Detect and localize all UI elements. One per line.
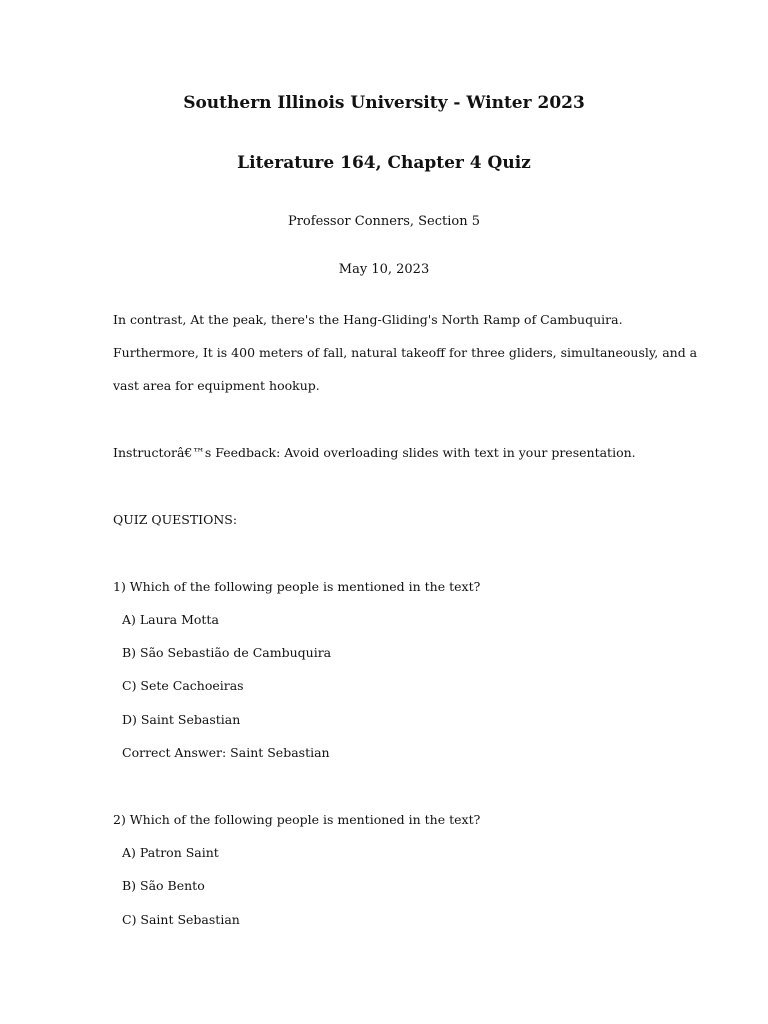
question-2-prompt: 2) Which of the following people is mentioned in the text? [113,812,481,827]
question-1-option-c: C) Sete Cachoeiras [122,678,244,693]
question-1-correct-answer: Correct Answer: Saint Sebastian [122,745,330,760]
professor-line: Professor Conners, Section 5 [287,214,481,229]
instructor-feedback: Instructorâ€™s Feedback: Avoid overloading slides with text in your presentation. [113,445,636,460]
quiz-heading: QUIZ QUESTIONS: [113,512,238,527]
question-1-option-d: D) Saint Sebastian [122,712,241,727]
question-1-option-b: B) São Sebastião de Cambuquira [122,645,332,660]
passage-line-1: In contrast, At the peak, there's the Hang-Gliding's North Ramp of Cambuquira. [113,312,623,327]
question-1-option-a: A) Laura Motta [122,612,219,627]
question-1-prompt: 1) Which of the following people is mentioned in the text? [113,579,481,594]
date-line: May 10, 2023 [338,262,430,277]
university-heading: Southern Illinois University - Winter 2023 [183,93,585,113]
course-title: Literature 164, Chapter 4 Quiz [237,153,531,173]
question-2-option-b: B) São Bento [122,878,205,893]
question-2-option-c: C) Saint Sebastian [122,912,240,927]
question-2-option-a: A) Patron Saint [122,845,219,860]
passage-line-2: Furthermore, It is 400 meters of fall, natural takeoff for three gliders, simultaneously, and a [113,345,698,360]
passage-line-3: vast area for equipment hookup. [113,378,320,393]
